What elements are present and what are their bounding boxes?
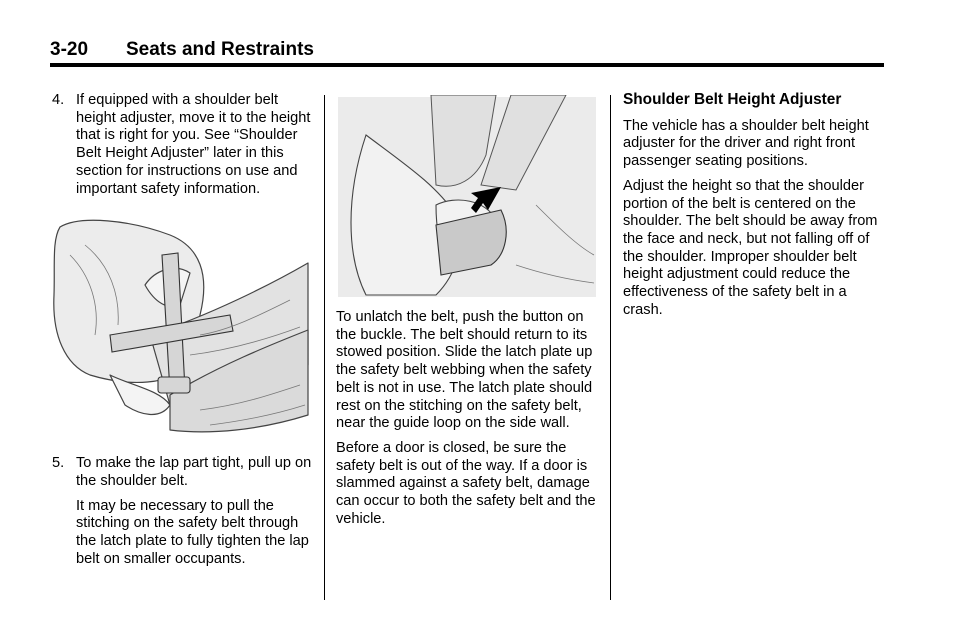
paragraph: Before a door is closed, be sure the safety belt is out of the way. If a door is slammed against a safety belt, damage can occur to both the safety belt and the vehicle. bbox=[336, 439, 596, 527]
column-divider-2 bbox=[610, 95, 611, 600]
header-rule bbox=[50, 63, 884, 67]
column-2 bbox=[336, 95, 598, 535]
paragraph: The vehicle has a shoulder belt height adjuster for the driver and right front passenger seating positions. bbox=[623, 117, 869, 170]
buckle-illustration bbox=[336, 95, 598, 301]
section-title: Seats and Restraints bbox=[126, 39, 314, 60]
step-5-note: It may be necessary to pull the stitching on the safety belt through the latch plate to fully tighten the lap belt on smaller occupants. bbox=[76, 497, 309, 567]
illustration-lap-belt bbox=[50, 215, 312, 447]
column-1 bbox=[50, 92, 312, 575]
step-number: 4. bbox=[52, 92, 65, 108]
step-5 bbox=[50, 455, 312, 490]
paragraph: To unlatch the belt, push the button on the buckle. The belt should return to its stowed position. Slide the latch plate up the safety belt webbing when the safety belt is not in use. The latch plate should rest on the stitching on the safety belt, near the guide loop on the side wall. bbox=[336, 309, 593, 432]
page-number: 3-20 bbox=[50, 39, 89, 60]
step-text: To make the lap part tight, pull up on the shoulder belt. bbox=[76, 455, 312, 489]
step-number: 5. bbox=[52, 455, 65, 472]
column-3 bbox=[623, 91, 885, 326]
illustration-buckle bbox=[336, 95, 598, 301]
paragraph: Adjust the height so that the shoulder portion of the belt is centered on the shoulder. The belt should be away from the face and neck, but not falling off of the shoulder. Improper shoulder belt height adjustment could reduce the effectiveness of the safety belt in a crash. bbox=[623, 177, 878, 318]
step-4 bbox=[50, 92, 312, 198]
column-divider-1 bbox=[324, 95, 325, 600]
section-heading: Shoulder Belt Height Adjuster bbox=[623, 91, 842, 108]
lap-belt-illustration bbox=[50, 215, 312, 447]
step-text: If equipped with a shoulder belt height adjuster, move it to the height that is right for you. See “Shoulder Belt Height Adjuster” later in this section for instructions on use and important safety information. bbox=[76, 92, 311, 197]
page-header bbox=[50, 38, 884, 64]
